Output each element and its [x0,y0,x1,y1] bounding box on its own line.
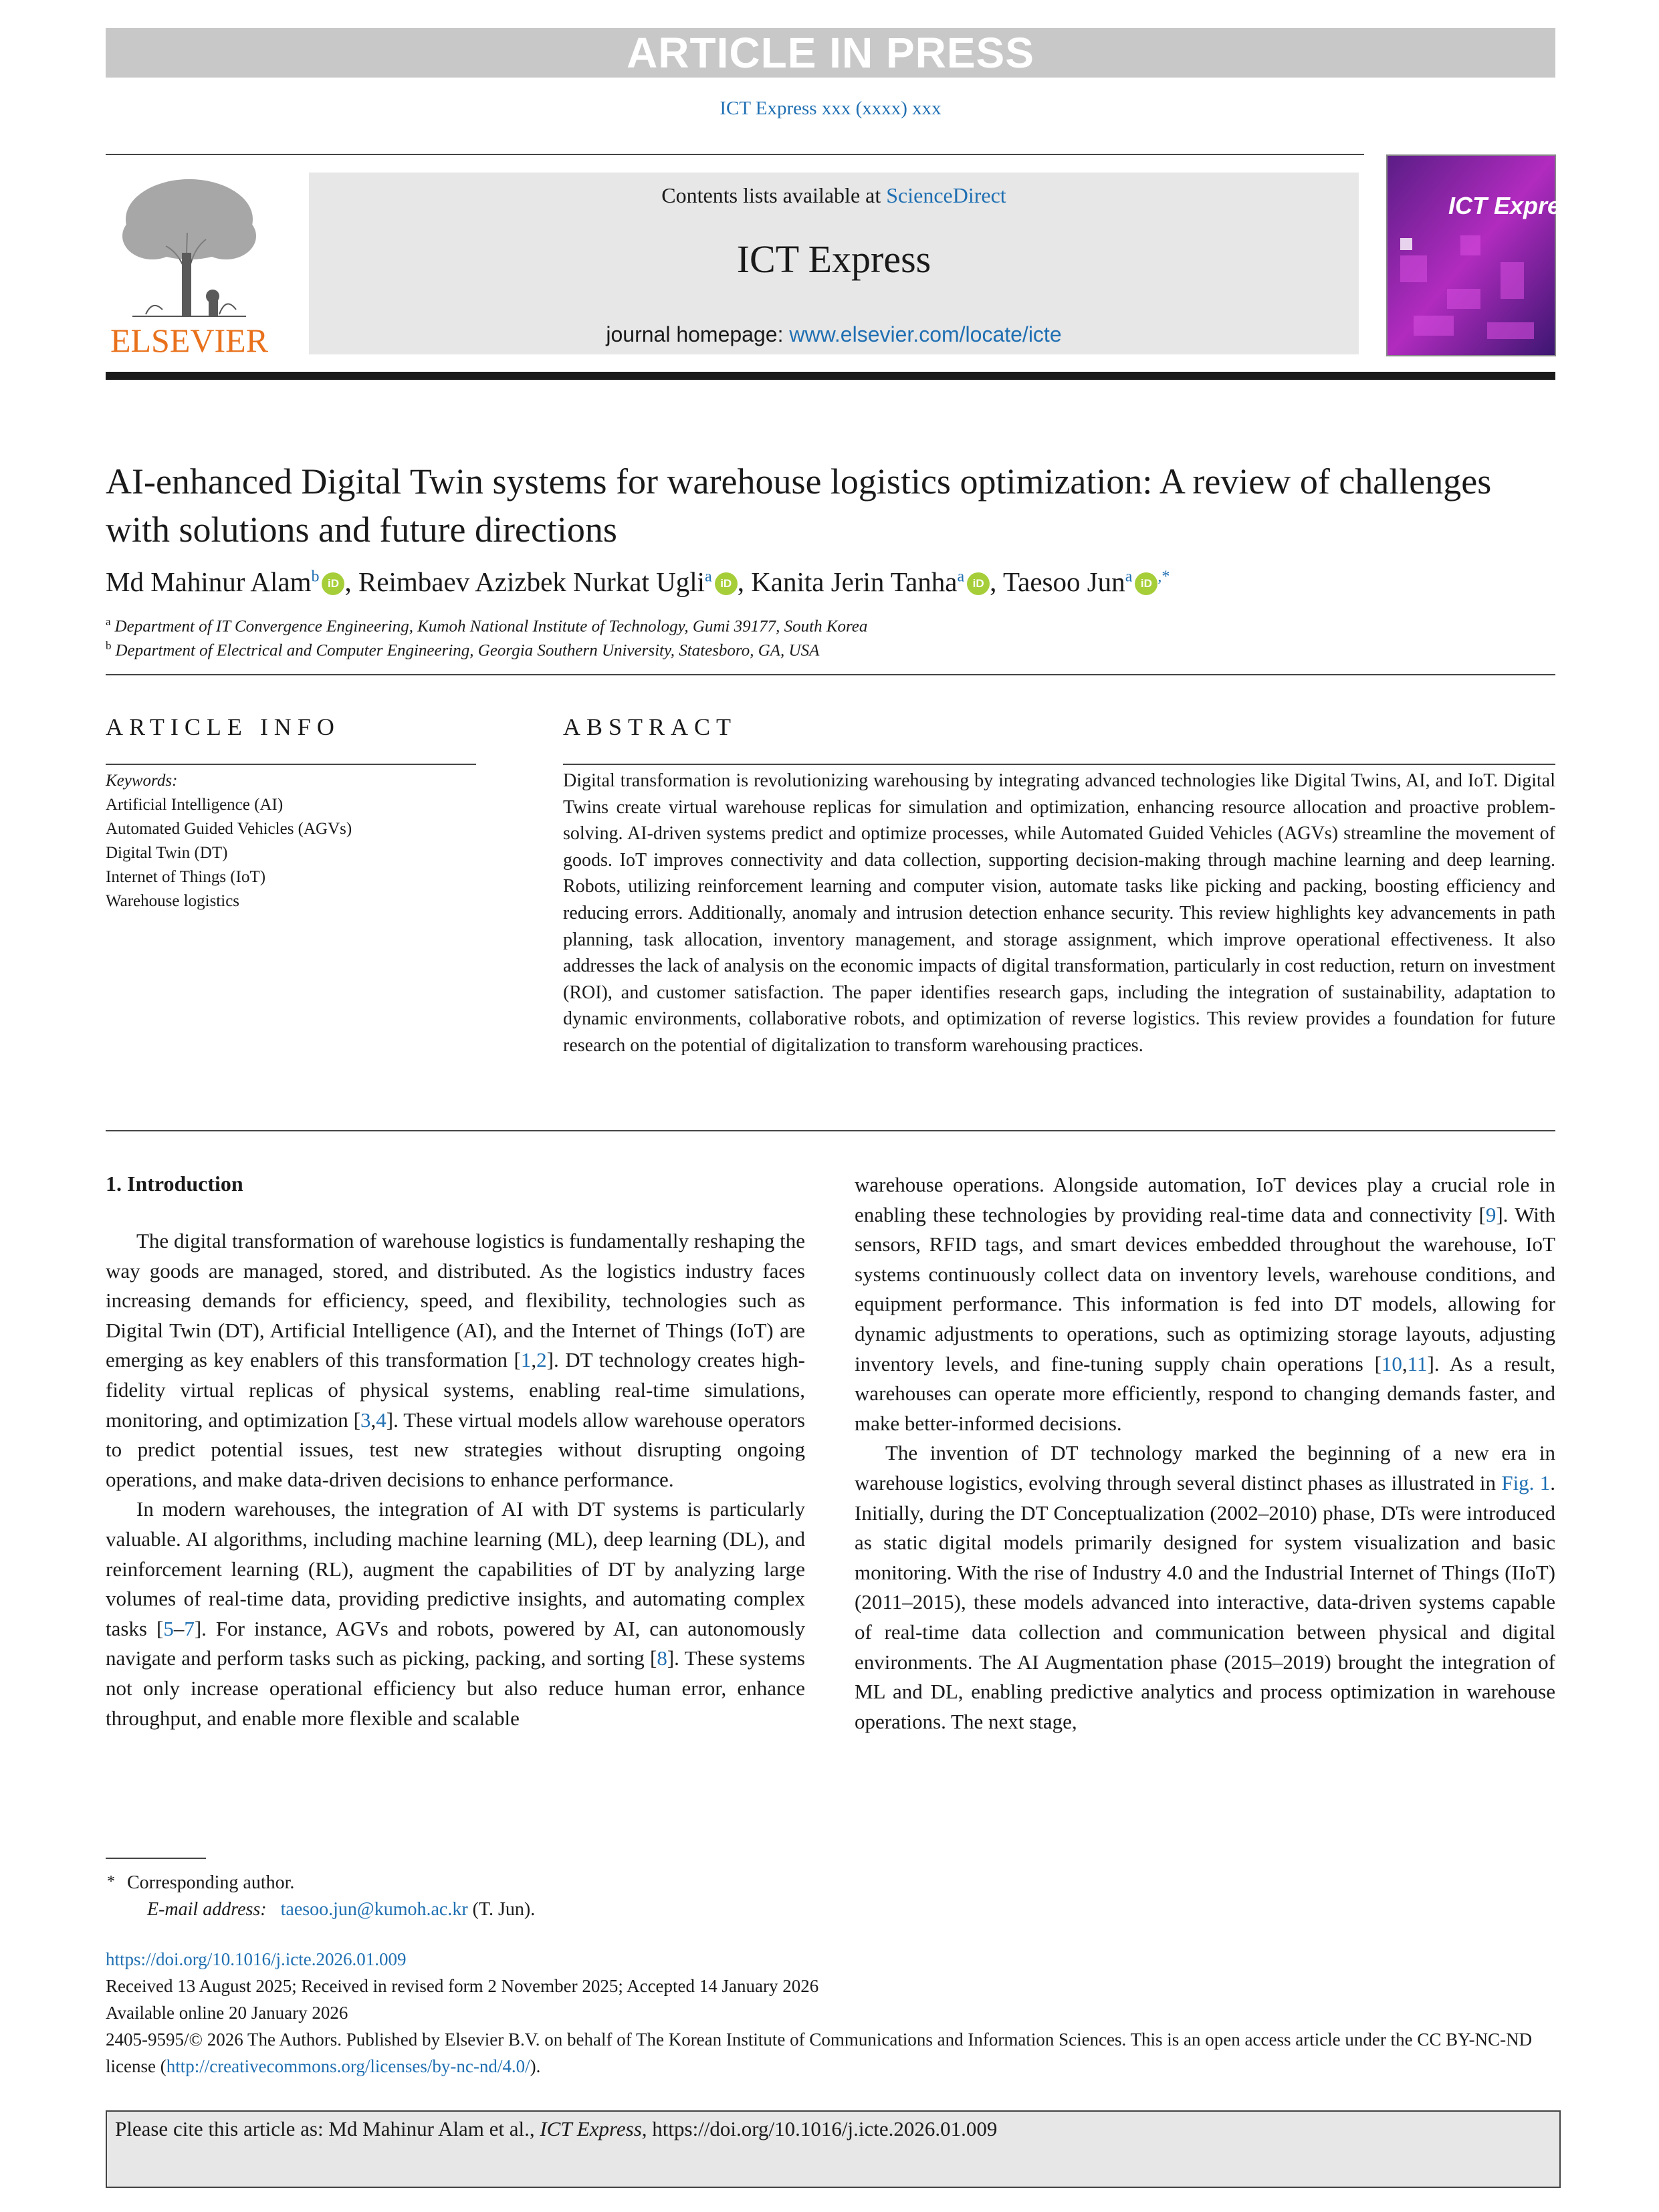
article-in-press-banner: ARTICLE IN PRESS [106,28,1555,78]
keyword-item: Warehouse logistics [106,892,240,910]
article-info-heading: ARTICLE INFO [106,713,340,740]
author-separator: , [737,566,752,597]
affiliation-sup: a [106,615,111,628]
paragraph-text: – [173,1616,185,1640]
divider [106,764,476,765]
affiliation-sup: b [106,639,112,652]
paragraph-text: ]. These systems not only increase operational efficiency but also reduce human error, enhance throughput, and enable more flexible and scalable [106,1646,805,1730]
keyword-item: Internet of Things (IoT) [106,868,266,886]
reference-link[interactable]: 2 [536,1348,547,1372]
reference-link[interactable]: 8 [657,1646,667,1670]
keyword-item: Artificial Intelligence (AI) [106,796,284,814]
journal-cover-image[interactable] [1387,155,1588,356]
affiliation-a [106,615,1555,636]
license-link[interactable]: http://creativecommons.org/licenses/by-nc-nd/4.0/ [166,2056,530,2076]
author-separator: , [344,566,358,597]
author-name[interactable]: Reimbaev Azizbek Nurkat Ugli [358,566,705,597]
reference-link[interactable]: 4 [376,1408,386,1432]
author[interactable] [106,566,358,597]
corresponding-author-mark[interactable]: ,* [1157,568,1170,586]
author-name[interactable]: Kanita Jerin Tanha [751,566,958,597]
paragraph-text: The digital transformation of warehouse logistics is fundamentally reshaping the way goods are managed, stored, and distributed. As the logistics industry faces increasing demands for efficiency, speed, and flexibility, technologies such as Digital Twin (DT), Artificial Intelligence (AI), and the Internet of Things (IoT) are emerging as key enablers of this transformation [ [106,1229,805,1372]
body-paragraph [855,1438,1555,1737]
author[interactable] [1003,566,1170,597]
reference-link[interactable]: 5 [163,1616,174,1640]
keyword-item: Automated Guided Vehicles (AGVs) [106,820,352,838]
author[interactable] [751,566,1003,597]
orcid-icon[interactable]: iD [1135,572,1157,595]
orcid-icon[interactable]: iD [322,572,344,595]
paragraph-text: ]. With sensors, RFID tags, and smart devices embedded throughout the warehouse, IoT systems continuously collect data on inventory levels, warehouse conditions, and equipment performance. This information is fed into DT models, allowing for dynamic adjustments to operations, such as optimizing storage layouts, adjusting inventory levels, and fine-tuning supply chain operations [ [855,1202,1555,1375]
keyword-item: Digital Twin (DT) [106,844,228,862]
header-top-rule [106,154,1364,155]
paragraph-text: , [1402,1351,1408,1375]
doi-link[interactable]: https://doi.org/10.1016/j.icte.2026.01.009 [106,1949,407,1969]
affiliation-text: Department of IT Convergence Engineering, Kumoh National Institute of Technology, Gumi 39177, South Korea [114,617,868,636]
citation-box [106,2110,1561,2188]
author-name[interactable]: Taesoo Jun [1002,566,1125,597]
body-column-left [106,1226,805,1733]
reference-link[interactable]: 11 [1407,1351,1428,1375]
available-online: Available online 20 January 2026 [106,2003,348,2023]
contents-prefix: Contents lists available at [661,183,887,207]
affiliation-b [106,639,1555,660]
body-column-right [855,1170,1555,1737]
reference-link[interactable]: 10 [1381,1351,1402,1375]
paragraph-text: The invention of DT technology marked the beginning of a new era in warehouse logistics, evolving through several distinct phases as illustrated in [855,1441,1555,1495]
elsevier-wordmark: ELSEVIER [110,322,269,359]
email-label: E-mail address: [147,1899,267,1920]
email-suffix: (T. Jun). [467,1899,536,1920]
homepage-prefix: journal homepage: [606,322,790,346]
keywords-list [106,769,480,913]
orcid-icon[interactable]: iD [967,572,990,595]
paragraph-text: warehouse operations. Alongside automation, IoT devices play a crucial role in enabling these technologies by providing real-time data and connectivity [ [855,1173,1555,1226]
author-affiliation-mark[interactable]: a [705,568,712,586]
elsevier-logo[interactable] [106,173,273,358]
cite-doi: https://doi.org/10.1016/j.icte.2026.01.009 [647,2117,998,2140]
paragraph-text: ]. These virtual models allow warehouse operators to predict potential issues, test new strategies without disrupting ongoing operations, and make data-driven decisions to enhance performance. [106,1408,805,1491]
body-paragraph [855,1170,1555,1438]
journal-header-box [309,173,1359,354]
homepage-line [309,322,1359,347]
divider [106,674,1555,675]
author-affiliation-mark[interactable]: b [311,568,320,586]
author-list [106,566,1555,598]
section-heading-introduction: 1. Introduction [106,1172,243,1196]
contents-line [309,183,1359,208]
journal-reference-link[interactable]: ICT Express xxx (xxxx) xxx [720,98,942,119]
paragraph-text: In modern warehouses, the integration of AI with DT systems is particularly valuable. AI algorithms, including machine learning (ML), deep learning (DL), and reinforcement learning (RL), augment the capabilities of DT by analyzing large volumes of real-time data, providing predictive insights, and automating complex tasks [ [106,1497,805,1640]
author-affiliation-mark[interactable]: a [1125,568,1133,586]
cite-journal: ICT Express, [540,2117,647,2140]
abstract-text: Digital transformation is revolutionizing warehousing by integrating advanced technologies like Digital Twins, AI, and IoT. Digital Twins create virtual warehouse replicas for simulation and optimization, enhancing resource allocation and proactive problem-solving. AI-driven systems predict and optimize processes, while Automated Guided Vehicles (AGVs) streamline the movement of goods. IoT improves connectivity and data collection, supporting decision-making through machine learning and deep learning. Robots, utilizing reinforcement learning and computer vision, automate tasks like picking and packing, boosting efficiency and reducing errors. Additionally, anomaly and intrusion detection enhance security. This review highlights key advancements in path planning, task allocation, inventory management, and storage assignment, which improve operational effectiveness. It also addresses the lack of analysis on the economic impacts of digital transformation, particularly in cost reduction, return on investment (ROI), and customer satisfaction. The paper identifies research gaps, including the integration of sustainability, adaptation to dynamic environments, collaborative robots, and optimization of reverse logistics. This review provides a foundation for future research on the potential of digitalization to transform warehousing practices. [563,770,1555,1056]
affiliation-text: Department of Electrical and Computer Engineering, Georgia Southern University, Statesboro, GA, USA [115,641,820,660]
license-text [106,2026,1555,2080]
paragraph-text: ]. As a result, warehouses can operate more efficiently, respond to changing demands faster, and make better-informed decisions. [855,1351,1555,1435]
paragraph-text: ]. DT technology creates high-fidelity virtual replicas of physical systems, enabling real-time simulations, monitoring, and optimization [ [106,1348,805,1432]
sciencedirect-link[interactable]: ScienceDirect [886,183,1006,207]
journal-title: ICT Express [736,237,931,281]
email-line [127,1896,535,1923]
cover-title: ICT Express [1448,192,1588,219]
footnote-rule [106,1858,206,1859]
footnote [107,1870,536,1923]
article-title: AI-enhanced Digital Twin systems for warehouse logistics optimization: A review of challenges with solutions and future directions [106,461,1492,550]
cite-prefix: Please cite this article as: Md Mahinur Alam et al., [115,2117,540,2140]
body-paragraph [106,1226,805,1495]
reference-link[interactable]: Fig. 1 [1501,1470,1551,1495]
reference-link[interactable]: 1 [520,1348,532,1372]
elsevier-tree-icon [106,173,273,320]
keywords-label: Keywords: [106,772,178,790]
paragraph-text: , [370,1408,376,1432]
homepage-link[interactable]: www.elsevier.com/locate/icte [789,322,1062,346]
divider [563,764,1555,765]
article-metadata [106,1946,1555,2080]
body-paragraph [106,1495,805,1733]
footnote-star: * [107,1873,115,1890]
author-name[interactable]: Md Mahinur Alam [106,566,312,597]
article-history: Received 13 August 2025; Received in revised form 2 November 2025; Accepted 14 January 2026 [106,1976,819,1996]
paragraph-text: ]. For instance, AGVs and robots, powered by AI, can autonomously navigate and perform tasks such as picking, packing, and sorting [ [106,1616,805,1670]
reference-link[interactable]: 3 [360,1408,371,1432]
orcid-icon[interactable]: iD [715,572,738,595]
author-separator: , [990,566,1003,597]
email-link[interactable]: taesoo.jun@kumoh.ac.kr [280,1899,468,1920]
author-affiliation-mark[interactable]: a [957,568,965,586]
author[interactable] [358,566,751,597]
license-suffix: ). [530,2056,541,2076]
paragraph-text: . Initially, during the DT Conceptualization (2002–2010) phase, DTs were introduced as static digital models primarily designed for system visualization and basic monitoring. With the rise of Industry 4.0 and the Industrial Internet of Things (IIoT) (2011–2015), these models advanced into interactive, data-driven systems capable of real-time data collection and communication between physical and digital environments. The AI Augmentation phase (2015–2019) brought the integration of ML and DL, enabling predictive analytics and process optimization in warehouse operations. The next stage, [855,1470,1555,1733]
divider [106,1130,1555,1131]
header-bottom-rule [106,372,1555,380]
abstract-heading: ABSTRACT [563,713,738,740]
reference-link[interactable]: 9 [1485,1202,1497,1226]
paragraph-text: , [531,1348,537,1372]
license-prefix: 2405-9595/© 2026 The Authors. Published by Elsevier B.V. on behalf of The Korean Institute of Communications and Information Sciences. This is an open access article under the CC BY-NC-ND license ( [106,2029,1533,2076]
reference-link[interactable]: 7 [184,1616,195,1640]
corresponding-author-note: Corresponding author. [127,1872,295,1893]
